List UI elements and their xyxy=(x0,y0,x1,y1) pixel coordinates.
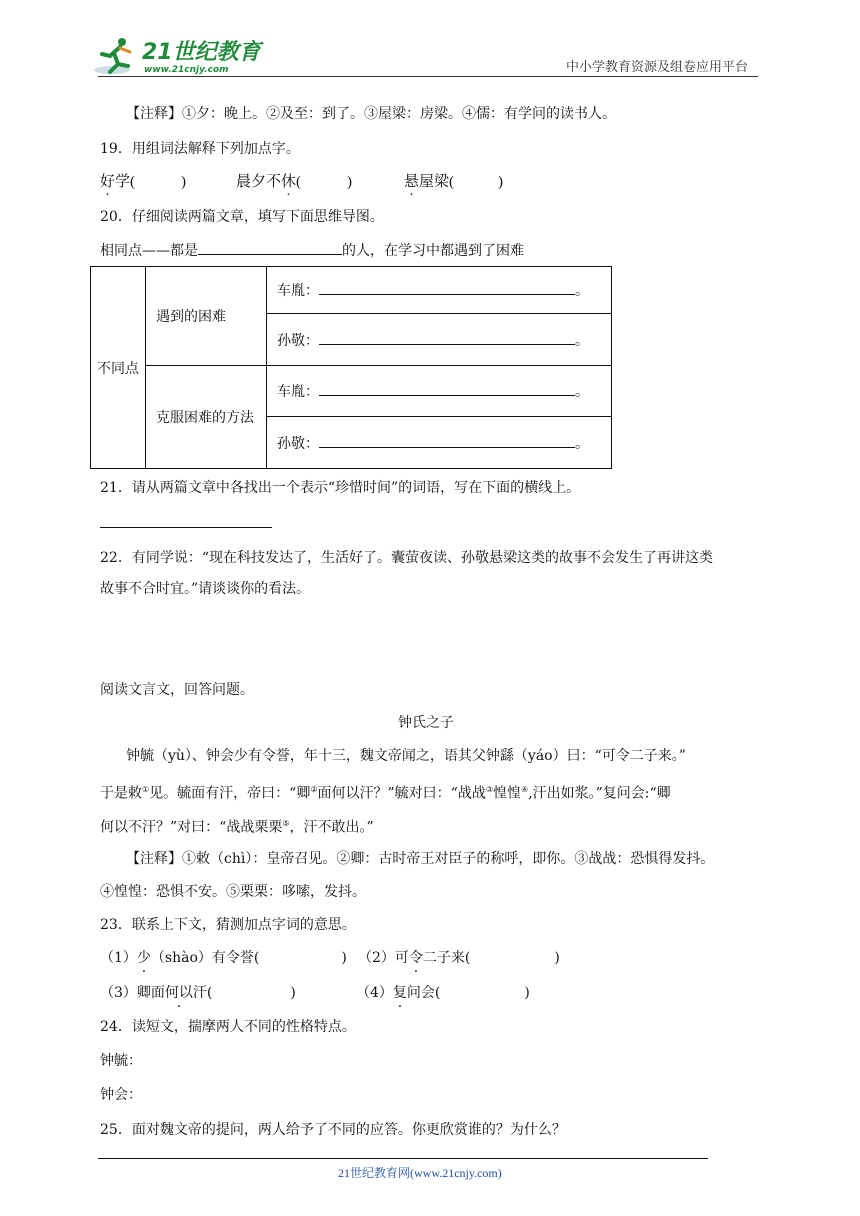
difficulty-sunjing: 孙敬： 。 xyxy=(267,314,612,366)
passage-line-1: 钟毓（yù）、钟会少有令誉，年十三，魏文帝闻之，语其父钟繇（yáo）曰：“可令二子来。” xyxy=(126,748,686,764)
method-category: 克服困难的方法 xyxy=(146,366,267,469)
note-1: 【注释】①夕：晚上。②及至：到了。③屋梁：房梁。④儒：有学问的读书人。 xyxy=(126,106,616,122)
difficulty-category: 遇到的困难 xyxy=(146,267,267,366)
dotted-char: 何以 xyxy=(164,985,193,1001)
logo-url-text: www.21cnjy.com xyxy=(144,65,229,75)
question-25: 25．面对魏文帝的提问，两人给予了不同的应答。你更欣赏谁的？为什么？ xyxy=(100,1122,566,1138)
answer-blank[interactable] xyxy=(319,381,575,396)
dotted-char: 少 xyxy=(136,950,151,966)
difficulty-chenyin: 车胤： 。 xyxy=(267,267,612,314)
answer-blank[interactable] xyxy=(319,330,575,345)
question-24-zhonghui: 钟会： xyxy=(100,1087,142,1103)
question-21: 21．请从两篇文章中各找出一个表示“珍惜时间”的词语，写在下面的横线上。 xyxy=(100,480,581,496)
dotted-char: 好 xyxy=(100,174,116,190)
question-19-item-3: 悬屋梁( ) xyxy=(404,174,504,190)
question-19-item-2: 晨夕不休( ) xyxy=(236,174,353,190)
reading-intro: 阅读文言文，回答问题。 xyxy=(100,682,254,698)
question-23-item-2: （2）可令二子来( ) xyxy=(358,950,560,966)
footer-divider xyxy=(98,1158,708,1159)
passage-line-2: 于是敕①见。毓面有汗，帝曰：“卿②面何以汗？”毓对曰：“战战③惶惶④,汗出如浆。”复问会:“卿 xyxy=(100,785,671,802)
site-logo xyxy=(92,36,262,80)
mind-map-table xyxy=(90,266,612,469)
question-24-title: 24．读短文，揣摩两人不同的性格特点。 xyxy=(100,1019,356,1035)
answer-blank[interactable] xyxy=(319,433,575,448)
question-23-title: 23．联系上下文，猜测加点字词的意思。 xyxy=(100,917,356,933)
header-divider xyxy=(98,76,758,77)
question-24-zhongyu: 钟毓： xyxy=(100,1053,142,1069)
dotted-char: 复 xyxy=(392,985,407,1001)
answer-blank[interactable] xyxy=(198,240,342,255)
platform-name: 中小学教育资源及组卷应用平台 xyxy=(566,60,749,75)
note-2-line-1: 【注释】①敕（chì）：皇帝召见。②卿：古时帝王对臣子的称呼，即你。③战战：恐惧得发抖。 xyxy=(126,851,715,867)
question-23-item-4: （4）复问会( ) xyxy=(356,985,530,1001)
question-22-line-2: 故事不合时宜。”请谈谈你的看法。 xyxy=(100,581,311,597)
passage-title: 钟氏之子 xyxy=(398,715,454,731)
answer-line-21[interactable] xyxy=(100,527,272,528)
diff-label: 不同点 xyxy=(91,267,146,469)
passage-line-3: 何以不汗？”对曰：“战战栗栗⑤，汗不敢出。” xyxy=(100,819,374,836)
dotted-char: 休 xyxy=(281,174,297,190)
logo-main-text: 21世纪教育 xyxy=(142,40,261,65)
method-chenyin: 车胤： 。 xyxy=(267,366,612,417)
question-23-item-3: （3）卿面何以汗( ) xyxy=(100,985,296,1001)
question-22-line-1: 22．有同学说：“现在科技发达了，生活好了。囊萤夜读、孙敬悬梁这类的故事不会发生了再讲这类 xyxy=(100,550,713,566)
note-2-line-2: ④惶惶：恐惧不安。⑤栗栗：哆嗦，发抖。 xyxy=(100,884,366,900)
same-point-line: 相同点——都是 的人，在学习中都遇到了困难 xyxy=(100,240,524,261)
dotted-char: 令 xyxy=(408,950,423,966)
answer-blank[interactable] xyxy=(319,280,575,295)
question-20-title: 20．仔细阅读两篇文章，填写下面思维导图。 xyxy=(100,209,384,225)
method-sunjing: 孙敬： 。 xyxy=(267,417,612,469)
question-19-title: 19．用组词法解释下列加点字。 xyxy=(100,141,300,157)
question-23-item-1: （1）少（shào）有令誉( ) xyxy=(100,950,347,966)
dotted-char: 悬 xyxy=(404,174,420,190)
footer-text[interactable]: 21世纪教育网(www.21cnjy.com) xyxy=(338,1166,502,1180)
runner-logo-icon xyxy=(92,36,140,78)
question-19-item-1: 好学( ) xyxy=(100,174,187,190)
